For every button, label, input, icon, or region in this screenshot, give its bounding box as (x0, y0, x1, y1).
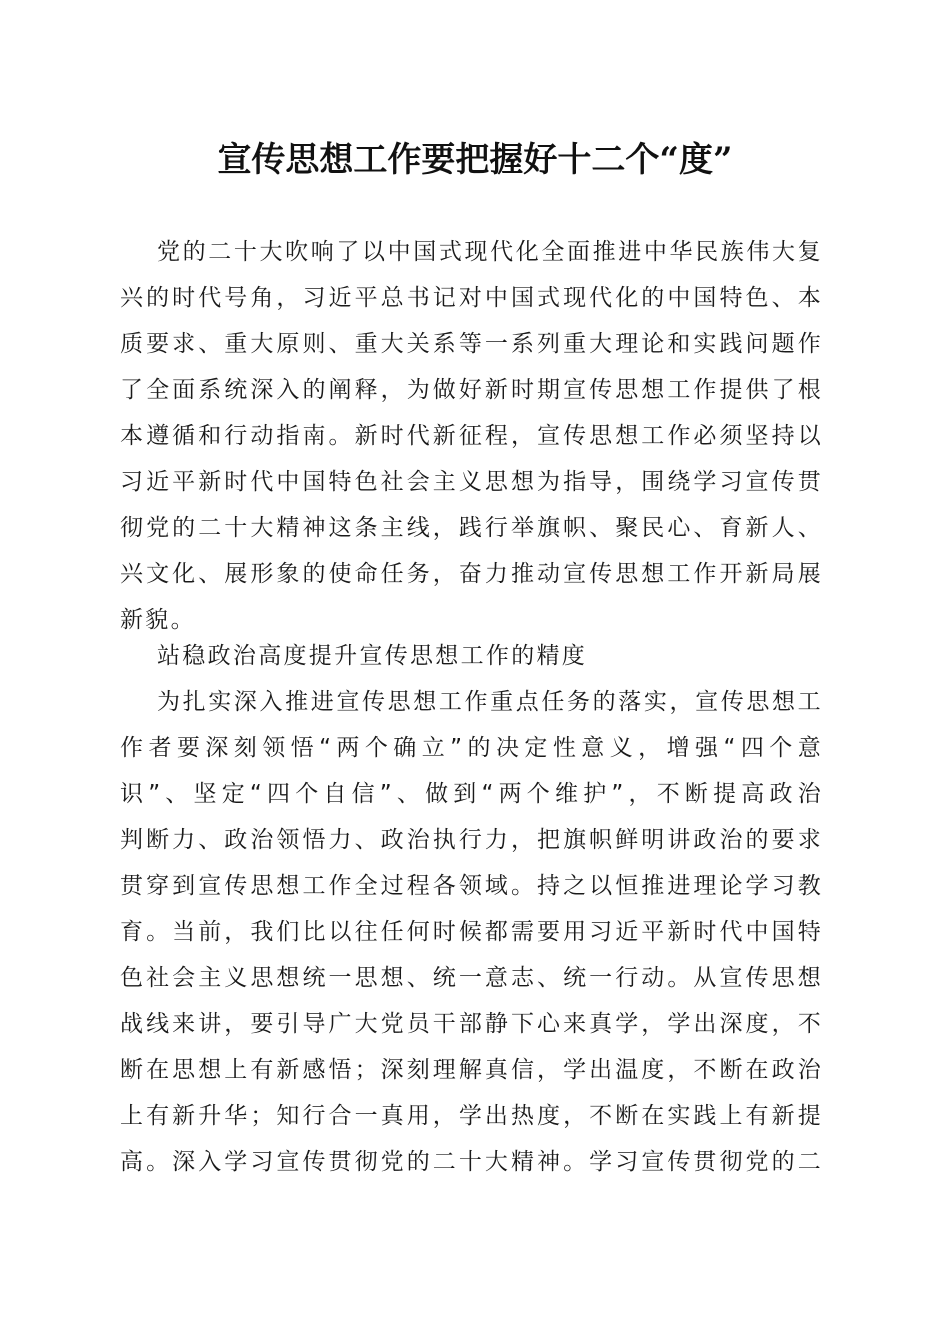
paragraph-line: 本遵循和行动指南。新时代新征程，宣传思想工作必须坚持以 (120, 423, 823, 449)
paragraph-line: 高。深入学习宣传贯彻党的二十大精神。学习宣传贯彻党的二 (120, 1149, 823, 1175)
paragraph-line: 色社会主义思想统一思想、统一意志、统一行动。从宣传思想 (120, 965, 823, 991)
paragraph-line: 上有新升华；知行合一真用，学出热度，不断在实践上有新提 (120, 1103, 823, 1129)
paragraph-line: 党的二十大吹响了以中国式现代化全面推进中华民族伟大复 (157, 239, 823, 265)
paragraph-line: 贯穿到宣传思想工作全过程各领域。持之以恒推进理论学习教 (120, 873, 823, 899)
paragraph-line: 育。当前，我们比以往任何时候都需要用习近平新时代中国特 (120, 919, 823, 945)
section-heading: 站稳政治高度提升宣传思想工作的精度 (157, 643, 588, 669)
paragraph-line: 断在思想上有新感悟；深刻理解真信，学出温度，不断在政治 (120, 1057, 823, 1083)
intro-paragraph (120, 229, 823, 643)
paragraph-line: 习近平新时代中国特色社会主义思想为指导，围绕学习宣传贯 (120, 469, 823, 495)
paragraph-line: 彻党的二十大精神这条主线，践行举旗帜、聚民心、育新人、 (120, 515, 823, 541)
paragraph-line: 兴文化、展形象的使命任务，奋力推动宣传思想工作开新局展 (120, 561, 823, 587)
paragraph-line: 质要求、重大原则、重大关系等一系列重大理论和实践问题作 (120, 331, 823, 357)
paragraph-line: 战线来讲，要引导广大党员干部静下心来真学，学出深度，不 (120, 1011, 823, 1037)
paragraph-line: 新貌。 (120, 607, 196, 633)
paragraph-line: 为扎实深入推进宣传思想工作重点任务的落实，宣传思想工 (157, 689, 823, 715)
paragraph-line: 了全面系统深入的阐释，为做好新时期宣传思想工作提供了根 (120, 377, 823, 403)
section-paragraph (120, 679, 823, 1185)
document-title: 宣传思想工作要把握好十二个“度” (217, 140, 733, 180)
section-heading-block (120, 633, 823, 679)
paragraph-line: 作者要深刻领悟“两个确立”的决定性意义，增强“四个意 (120, 735, 823, 761)
paragraph-line: 识”、坚定“四个自信”、做到“两个维护”，不断提高政治 (120, 781, 823, 807)
paragraph-line: 判断力、政治领悟力、政治执行力，把旗帜鲜明讲政治的要求 (120, 827, 823, 853)
paragraph-line: 兴的时代号角，习近平总书记对中国式现代化的中国特色、本 (120, 285, 823, 311)
